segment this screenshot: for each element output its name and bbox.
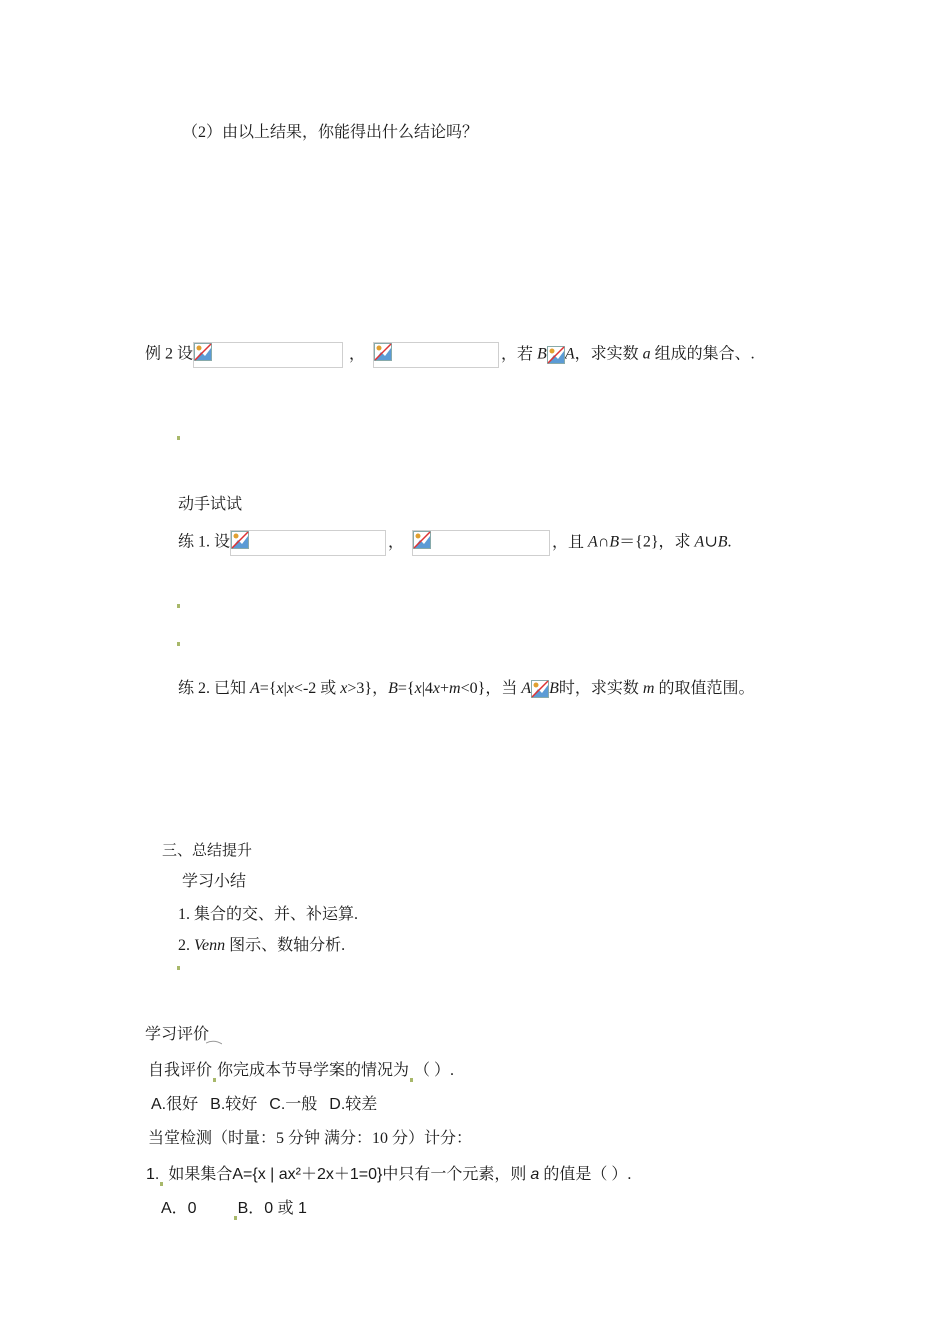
broken-image-icon: [413, 531, 431, 549]
broken-image-icon: [194, 343, 212, 361]
example-2-line: 例 2 设 ， ，若 B A，求实数 a 组成的集合、.: [145, 342, 755, 368]
question-2-text: （2）由以上结果，你能得出什么结论吗？: [182, 124, 479, 141]
formula-placeholder-set-a: [230, 530, 386, 556]
summary-item-1: 1. 集合的交、并、补运算.: [178, 906, 359, 923]
summary-heading: 三、总结提升: [162, 842, 253, 859]
question-1-line: 1. 如果集合A={x | ax²＋2x＋1=0}中只有一个元素，则 a 的值是（ ）.: [146, 1164, 631, 1186]
practice-2-line: 练 2. 已知 A={x|x<-2 或 x>3}，B={x|4x+m<0}，当 A B时，求实数 m 的取值范围。: [178, 680, 755, 697]
self-evaluation-line: 自我评价 你完成本节导学案的情况为 （ ）.: [148, 1060, 454, 1082]
broken-image-icon: [531, 680, 549, 698]
example-2-prefix: 例 2 设: [145, 345, 194, 363]
evaluation-heading: 学习评价: [145, 1026, 210, 1043]
formula-placeholder-set-b: [412, 530, 550, 556]
summary-item-2: 2. Venn 图示、数轴分析.: [178, 937, 346, 954]
quiz-line: 当堂检测（时量：5 分钟 满分：10 分）计分：: [148, 1130, 473, 1147]
summary-subheading: 学习小结: [182, 873, 247, 890]
formula-placeholder-set-a: [193, 342, 343, 368]
formatting-mark: [177, 604, 180, 608]
formatting-mark: [177, 436, 180, 440]
formatting-mark: [160, 1182, 163, 1186]
broken-image-icon: [547, 346, 565, 364]
broken-image-icon: [374, 343, 392, 361]
formatting-mark: [234, 1216, 237, 1220]
formatting-mark: [410, 1078, 413, 1082]
evaluation-options: A.很好 B.较好 C.一般 D.较差: [151, 1096, 378, 1113]
try-heading: 动手试试: [178, 496, 243, 513]
question-1-options: A．0 B．0 或 1: [161, 1198, 307, 1220]
formatting-mark: [177, 966, 180, 970]
formatting-mark: [213, 1078, 216, 1082]
formula-placeholder-set-b: [373, 342, 499, 368]
formatting-mark: [177, 642, 180, 646]
formatting-mark: [206, 1040, 222, 1046]
practice-1-line: 练 1. 设 ， ，且 A∩B＝{2}，求 A∪B.: [178, 530, 732, 556]
broken-image-icon: [231, 531, 249, 549]
